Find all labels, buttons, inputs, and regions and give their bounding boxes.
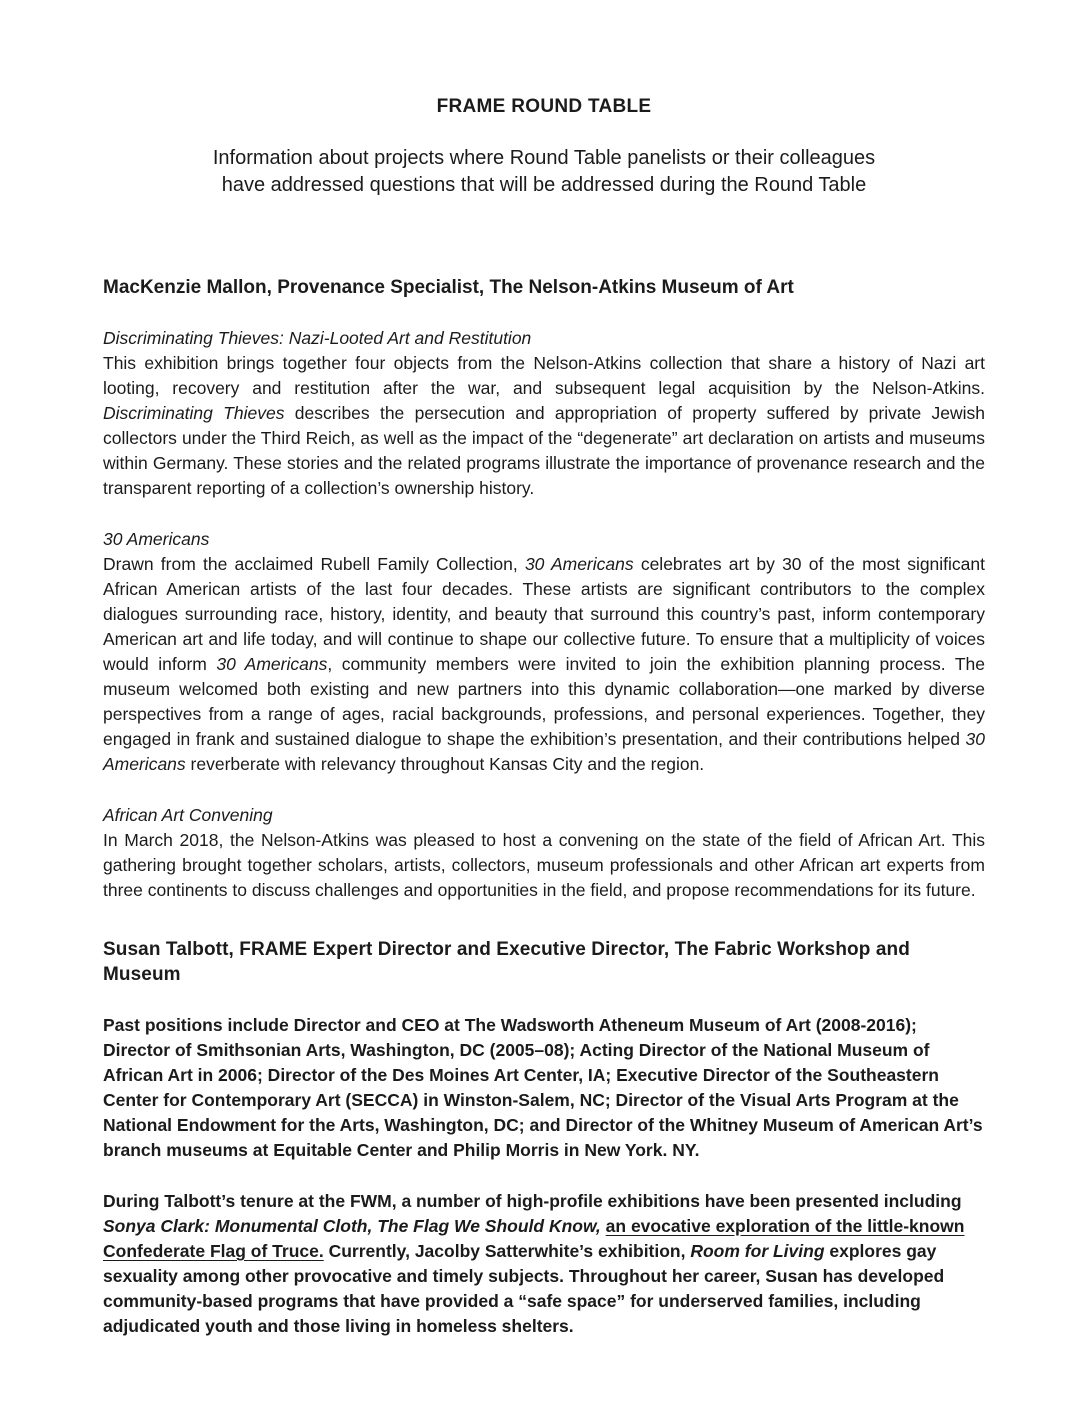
paragraph	[103, 552, 985, 777]
text-run: This exhibition brings together four objects from the Nelson-Atkins collection that share a history of Nazi art looting, recovery and restitution after the war, and subsequent legal acquisition by the Nelson-Atkins.	[103, 353, 985, 398]
text-run: Currently, Jacolby Satterwhite’s exhibition,	[323, 1241, 691, 1261]
text-run-italic: Discriminating Thieves	[103, 403, 285, 423]
text-run: describes the persecution and appropriation of property suffered by private Jewish collectors under the Third Reich, as well as the impact of the “degenerate” art declaration on artists and museums within Germany. These stories and the related programs illustrate the importance of provenance research and the transparent reporting of a collection’s ownership history.	[103, 403, 985, 498]
text-run-italic: Room for Living	[690, 1241, 825, 1261]
subtitle-line: Information about projects where Round Table panelists or their colleagues	[212, 147, 876, 169]
section-heading: MacKenzie Mallon, Provenance Specialist, The Nelson-Atkins Museum of Art	[103, 277, 794, 298]
subtitle-line: have addressed questions that will be addressed during the Round Table	[221, 174, 867, 196]
text-run: In March 2018, the Nelson-Atkins was pleased to host a convening on the state of the field of African Art. This gathering brought together scholars, artists, collectors, museum professionals and other African art experts from three continents to discuss challenges and opportunities in the field, and propose recommendations for its future.	[103, 830, 985, 900]
paragraph	[103, 351, 985, 501]
text-run: , community members were invited to join the exhibition planning process. The museum welcomed both existing and new partners into this dynamic collaboration—one marked by diverse perspectives from a range of ages, racial backgrounds, professions, and personal experiences. Together, they engaged in frank and sustained dialogue to shape the exhibition’s presentation, and their contributions helped	[103, 654, 985, 749]
section-heading: Susan Talbott, FRAME Expert Director and Executive Director, The Fabric Workshop and Museum	[103, 939, 910, 985]
section-susan-talbott	[103, 937, 985, 1339]
entry-discriminating-thieves	[103, 326, 985, 501]
text-run: During Talbott’s tenure at the FWM, a number of high-profile exhibitions have been presented including	[103, 1191, 962, 1211]
text-run: explores gay sexuality among other provocative and timely subjects. Throughout her career, Susan has developed community-based programs that have provided a “safe space” for underserved families, including adjudicated youth and those living in homeless shelters.	[103, 1241, 945, 1336]
section-mackenzie-mallon	[103, 275, 985, 903]
text-run: celebrates art by 30 of the most significant African American artists of the last four decades. These artists are significant contributors to the complex dialogues surrounding race, history, identity, and beauty that surround this country’s past, inform contemporary American art and life today, and will continue to shape our collective future. To ensure that a multiplicity of voices would inform	[103, 554, 986, 674]
text-run: Drawn from the acclaimed Rubell Family Collection,	[103, 554, 525, 574]
text-run-italic: Sonya Clark: Monumental Cloth, The Flag We Should Know,	[103, 1216, 606, 1236]
paragraph	[103, 828, 985, 903]
document-title: FRAME ROUND TABLE	[436, 96, 652, 117]
document-subtitle	[103, 145, 985, 199]
entry-title: African Art Convening	[103, 805, 273, 825]
text-run-italic: 30 Americans	[524, 554, 634, 574]
entry-30-americans	[103, 527, 985, 777]
paragraph	[103, 1189, 985, 1339]
paragraph	[103, 1013, 985, 1163]
confederate-flag-link[interactable]: an evocative exploration of the little-known Confederate Flag of Truce.	[103, 1216, 965, 1261]
text-run-italic: 30 Americans	[103, 729, 985, 774]
entry-title: 30 Americans	[103, 529, 210, 549]
text-run: Past positions include Director and CEO at The Wadsworth Atheneum Museum of Art (2008-2016); Director of Smithsonian Arts, Washington, DC (2005–08); Acting Director of the National Museum of African Art in 2006; Director of the Des Moines Art Center, IA; Executive Director of the Southeastern Center for Contemporary Art (SECCA) in Winston-Salem, NC; Director of the Visual Arts Program at the National Endowment for the Arts, Washington, DC; and Director of the Whitney Museum of American Art’s branch museums at Equitable Center and Philip Morris in New York. NY.	[103, 1015, 983, 1160]
text-run-italic: 30 Americans	[216, 654, 328, 674]
entry-title: Discriminating Thieves: Nazi-Looted Art and Restitution	[103, 328, 532, 348]
entry-african-art-convening	[103, 803, 985, 903]
text-run: reverberate with relevancy throughout Kansas City and the region.	[185, 754, 705, 774]
